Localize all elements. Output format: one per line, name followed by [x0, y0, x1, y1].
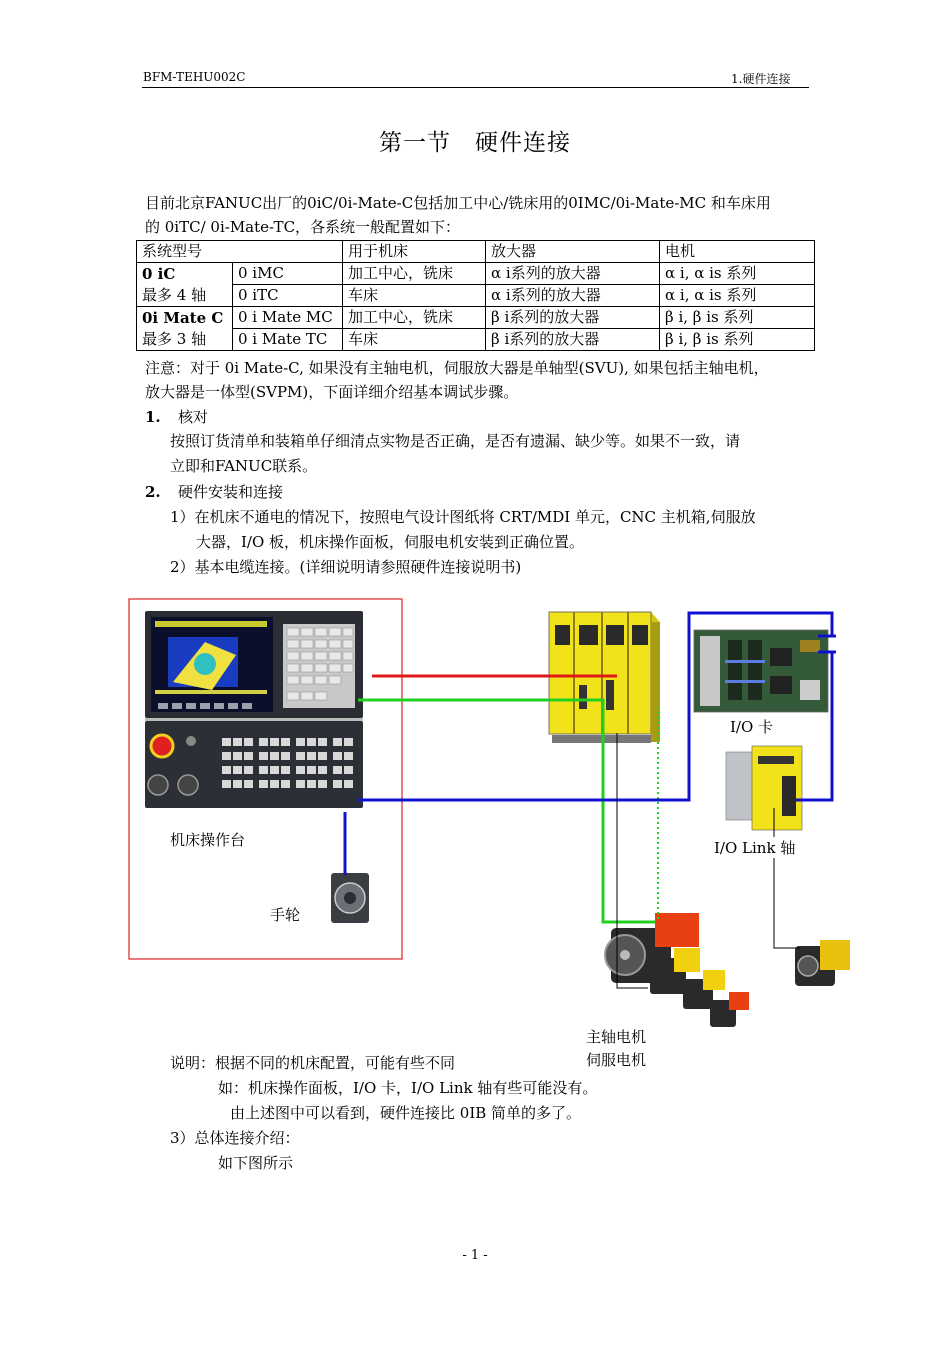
label-io-card: I/O 卡 — [730, 718, 774, 736]
table-header: 电机 — [660, 241, 815, 263]
explain-line-3: 由上述图中可以看到，硬件连接比 0IB 简单的多了。 — [230, 1104, 582, 1122]
table-cell: 车床 — [343, 329, 486, 351]
label-handwheel: 手轮 — [270, 906, 301, 924]
page-title: 第一节 硬件连接 — [379, 130, 571, 156]
step-1-number: 1. — [145, 408, 161, 426]
table-cell: β i系列的放大器 — [486, 329, 660, 351]
machine-operator-panel-image — [145, 721, 363, 808]
note-line-2: 放大器是一体型(SVPM)，下面详细介绍基本调试步骤。 — [145, 383, 519, 401]
table-cell: 加工中心，铣床 — [343, 263, 486, 285]
step-1-line-2: 立即和FANUC联系。 — [170, 457, 318, 475]
table-cell: 0 iMC — [233, 263, 343, 285]
table-header: 系统型号 — [137, 241, 343, 263]
step-2-sub-3: 3）总体连接介绍： — [170, 1129, 300, 1147]
label-operator-panel: 机床操作台 — [170, 831, 246, 849]
label-servo-motor: 伺服电机 — [586, 1051, 647, 1069]
doc-code: BFM-TEHU002C — [143, 70, 246, 84]
page-number: - 1 - — [462, 1248, 488, 1263]
table-cell: β i, β is 系列 — [660, 329, 815, 351]
step-2-title: 硬件安装和连接 — [178, 483, 284, 501]
io-card-image — [694, 630, 828, 712]
note-line-1: 注意：对于 0i Mate-C, 如果没有主轴电机，伺服放大器是单轴型(SVU), 如果包括主轴电机， — [145, 359, 769, 377]
servo-motor-image — [650, 948, 749, 1027]
explain-line-2: 如：机床操作面板，I/O 卡，I/O Link 轴有些可能没有。 — [218, 1079, 598, 1097]
io-link-motor-image — [795, 940, 850, 986]
table-cell: β i, β is 系列 — [660, 307, 815, 329]
step-1-title: 核对 — [178, 408, 209, 426]
table-cell: 车床 — [343, 285, 486, 307]
table-cell: 0 i Mate TC — [233, 329, 343, 351]
table-cell: 0 i Mate MC — [233, 307, 343, 329]
table-header: 放大器 — [486, 241, 660, 263]
label-io-link-axis: I/O Link 轴 — [714, 839, 796, 857]
table-cell: α i系列的放大器 — [486, 263, 660, 285]
intro-line-2: 的 0iTC/ 0i-Mate-TC，各系统一般配置如下： — [145, 218, 461, 236]
step-1-line-1: 按照订货清单和装箱单仔细清点实物是否正确，是否有遗漏、缺少等。如果不一致，请 — [170, 432, 741, 450]
step-2-line-2: 大器，I/O 板，机床操作面板，伺服电机安装到正确位置。 — [196, 533, 585, 551]
group-note: 最多 3 轴 — [142, 329, 207, 348]
step-2-line-3: 2）基本电缆连接。(详细说明请参照硬件连接说明书) — [170, 558, 522, 576]
handwheel-image — [331, 873, 369, 923]
label-spindle-motor: 主轴电机 — [586, 1028, 647, 1046]
table-cell: α i, α is 系列 — [660, 285, 815, 307]
explain-line-5: 如下图所示 — [218, 1154, 294, 1172]
explain-line-1: 说明：根据不同的机床配置，可能有些不同 — [170, 1054, 456, 1072]
group-note: 最多 4 轴 — [142, 285, 207, 304]
table-cell: 加工中心，铣床 — [343, 307, 486, 329]
group-name: 0i Mate C — [142, 308, 224, 327]
io-link-axis-image — [726, 746, 802, 830]
table-cell: α i系列的放大器 — [486, 285, 660, 307]
header-section: 1.硬件连接 — [731, 72, 791, 86]
crt-mdi-unit-image — [145, 611, 363, 721]
step-2-line-1: 1）在机床不通电的情况下，按照电气设计图纸将 CRT/MDI 单元，CNC 主机箱,伺服放 — [170, 508, 756, 526]
group-name: 0 iC — [142, 264, 176, 283]
table-cell: 0 iTC — [233, 285, 343, 307]
table-header: 用于机床 — [343, 241, 486, 263]
step-2-number: 2. — [145, 483, 161, 501]
intro-line-1: 目前北京FANUC出厂的0iC/0i-Mate-C包括加工中心/铣床用的0IMC/0i-Mate-MC 和车床用 — [145, 194, 771, 212]
table-cell: β i系列的放大器 — [486, 307, 660, 329]
table-cell: α i, α is 系列 — [660, 263, 815, 285]
